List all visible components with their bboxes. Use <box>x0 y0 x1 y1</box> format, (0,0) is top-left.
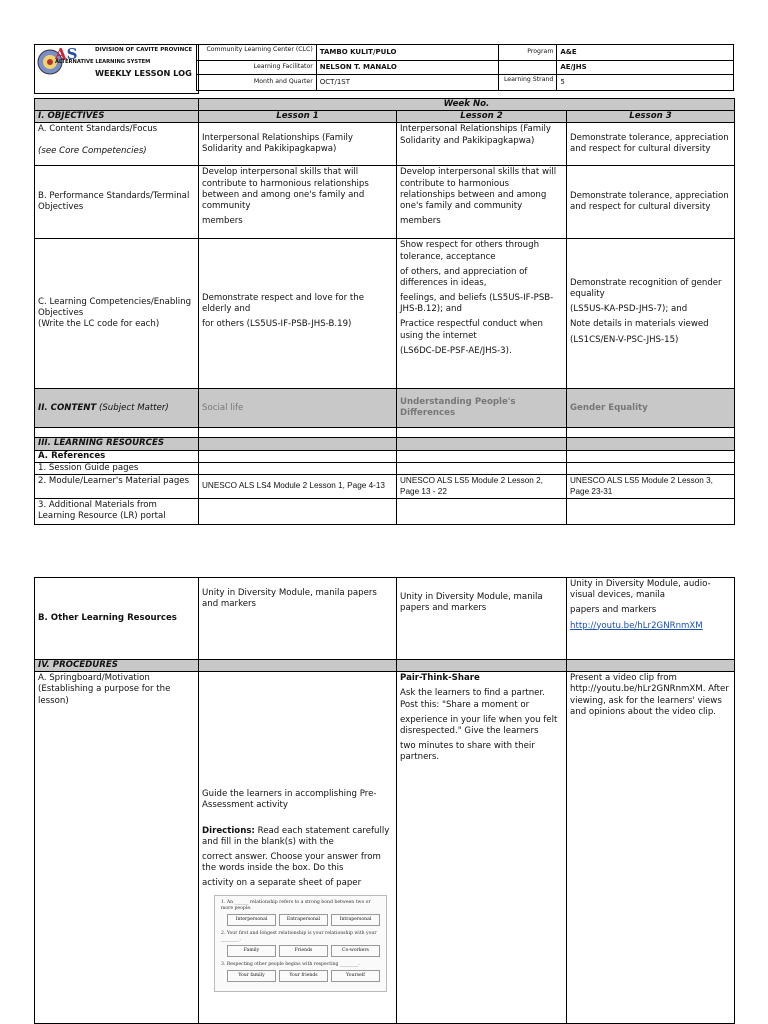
month-value: OCT/1ST <box>316 75 499 91</box>
empty-cell <box>199 499 397 524</box>
empty-cell <box>397 499 567 524</box>
empty-cell <box>397 450 567 462</box>
youtube-link[interactable]: http://youtu.be/hLr2GNRnmXM <box>570 620 703 631</box>
objectives-heading: I. OBJECTIVES <box>35 111 199 123</box>
competencies-l3 <box>567 239 735 389</box>
springboard-l1 <box>199 672 397 1024</box>
cell-text: Guide the learners in accomplishing Pre-Assessment activity <box>202 789 377 811</box>
pair-think-share-title: Pair-Think-Share <box>400 673 480 684</box>
empty-cell <box>499 61 557 75</box>
pre-assessment-image <box>214 895 387 992</box>
empty-cell <box>199 660 397 672</box>
division-name: DIVISION OF CAVITE PROVINCE <box>95 47 193 53</box>
system-name: ALTERNATIVE LEARNING SYSTEM <box>55 59 151 65</box>
week-label: Week No. <box>199 99 735 111</box>
other-resources-l1: Unity in Diversity Module, manila papers and markers <box>199 578 397 660</box>
empty-cell <box>397 428 567 438</box>
empty-cell <box>567 499 735 524</box>
content-l2: Understanding People's Differences <box>397 389 567 428</box>
quiz-option: Interpersonal <box>227 914 276 926</box>
quiz-question-3: 3. Respecting other people begins with respecting ________. <box>221 962 360 968</box>
content-standards-l2: Interpersonal Relationships (Family Solidarity and Pakikipagkapwa) <box>397 123 567 166</box>
content-heading-text: II. CONTENT <box>38 402 97 413</box>
quiz-option: Intrapersonal <box>331 914 380 926</box>
content-standards-l1: Interpersonal Relationships (Family Solidarity and Pakikipagkapwa) <box>199 123 397 166</box>
procedures-table <box>34 577 735 1024</box>
springboard-label: A. Springboard/Motivation (Establishing a purpose for the lesson) <box>35 672 199 1024</box>
cell-text: two minutes to share with their partners. <box>400 741 535 763</box>
empty-cell <box>397 462 567 474</box>
content-heading <box>35 389 199 428</box>
quiz-option: Entrapersonal <box>279 914 328 926</box>
quiz-options-2 <box>227 945 380 957</box>
quiz-option: Friends <box>279 945 328 957</box>
other-resources-l2: Unity in Diversity Module, manila papers and markers <box>397 578 567 660</box>
cell-text: experience in your life when you felt disrespected." Give the learners <box>400 714 558 736</box>
cell-text: (LS5US-KA-PSD-JHS-7); and <box>570 304 688 315</box>
lesson-log-table <box>34 98 735 525</box>
program-value: A&E <box>557 45 734 61</box>
cell-text: Develop interpersonal skills that will contribute to harmonious relationships between and among one's family and community <box>202 167 369 211</box>
level-value: AE/JHS <box>557 61 734 75</box>
content-l1: Social life <box>199 389 397 428</box>
cell-text: Unity in Diversity Module, audio-visual devices, manila <box>570 579 711 601</box>
content-l3: Gender Equality <box>567 389 735 428</box>
content-heading-sub: (Subject Matter) <box>98 402 169 413</box>
empty-cell <box>567 462 735 474</box>
month-label: Month and Quarter <box>197 75 317 91</box>
competencies-label: C. Learning Competencies/Enabling Objectives (Write the LC code for each) <box>35 239 199 389</box>
empty-cell <box>199 428 397 438</box>
module-pages-l1: UNESCO ALS LS4 Module 2 Lesson 1, Page 4-13 <box>199 474 397 498</box>
strand-value: 5 <box>557 75 734 91</box>
empty-cell <box>35 428 199 438</box>
quiz-option: Co-workers <box>331 945 380 957</box>
cell-text: feelings, and beliefs (LS5US-IF-PSB-JHS-B.12); and <box>400 293 554 315</box>
performance-l2 <box>397 166 567 239</box>
directions-text <box>202 826 393 848</box>
cell-text: Demonstrate respect and love for the elderly and <box>202 293 364 315</box>
quiz-option: Family <box>227 945 276 957</box>
content-standards-label <box>35 123 199 166</box>
header-logo-block <box>34 44 199 94</box>
empty-cell <box>567 428 735 438</box>
cell-text: correct answer. Choose your answer from the words inside the box. Do this <box>202 851 381 874</box>
empty-cell <box>397 438 567 450</box>
cell-text: Practice respectful conduct when using the internet <box>400 319 543 341</box>
quiz-question-2: 2. Your first and longest relationship is your relationship with your ________. <box>221 931 377 943</box>
module-pages-label: 2. Module/Learner's Material pages <box>35 474 199 498</box>
cell-text: Ask the learners to find a partner. Post this: "Share a moment or <box>400 688 545 710</box>
empty-cell <box>35 99 199 111</box>
additional-materials-label: 3. Additional Materials from Learning Resource (LR) portal <box>35 499 199 524</box>
other-resources-label: B. Other Learning Resources <box>35 578 199 660</box>
clc-label: Community Learning Center (CLC) <box>197 45 317 61</box>
lesson1-heading: Lesson 1 <box>199 111 397 123</box>
performance-l3: Demonstrate tolerance, appreciation and respect for cultural diversity <box>567 166 735 239</box>
cell-text: Show respect for others through tolerance, acceptance <box>400 240 540 262</box>
cell-text: papers and markers <box>570 605 657 616</box>
lesson3-heading: Lesson 3 <box>567 111 735 123</box>
procedures-heading: IV. PROCEDURES <box>35 660 199 672</box>
facilitator-label: Learning Facilitator <box>197 61 317 75</box>
row-label: A. Content Standards/Focus <box>38 124 158 135</box>
session-guide-label: 1. Session Guide pages <box>35 462 199 474</box>
cell-text: activity on a separate sheet of paper <box>202 878 362 889</box>
empty-cell <box>567 660 735 672</box>
header-info-table <box>196 44 734 91</box>
competencies-l2 <box>397 239 567 389</box>
quiz-options-3 <box>227 970 380 982</box>
quiz-option: Your friends <box>279 970 328 982</box>
program-label: Program <box>499 45 557 61</box>
log-title: WEEKLY LESSON LOG <box>95 68 192 78</box>
cell-text: Note details in materials viewed <box>570 319 709 330</box>
cell-text: members <box>202 216 243 227</box>
quiz-question-1: 1. An ______ relationship refers to a strong bond between two or more people. <box>221 900 371 912</box>
quiz-options-1 <box>227 914 380 926</box>
empty-cell <box>397 660 567 672</box>
empty-cell <box>199 438 397 450</box>
quiz-option: Your family <box>227 970 276 982</box>
cell-text: members <box>400 216 441 227</box>
cell-text: of others, and appreciation of differences in ideas, <box>400 266 528 288</box>
facilitator-value: NELSON T. MANALO <box>316 61 499 75</box>
empty-cell <box>199 450 397 462</box>
resources-heading: III. LEARNING RESOURCES <box>35 438 199 450</box>
cell-text: Demonstrate recognition of gender equality <box>570 277 722 300</box>
competencies-l1 <box>199 239 397 389</box>
cell-text: (LS6DC-DE-PSF-AE/JHS-3). <box>400 345 512 356</box>
references-heading: A. References <box>35 450 199 462</box>
empty-cell <box>567 438 735 450</box>
cell-text: Develop interpersonal skills that will contribute to harmonious relationships between and among one's family and community <box>400 167 557 211</box>
other-resources-l3 <box>567 578 735 660</box>
row-sublabel: (see Core Competencies) <box>38 145 147 156</box>
strand-label: Learning Strand <box>499 75 557 91</box>
performance-label: B. Performance Standards/Terminal Objectives <box>35 166 199 239</box>
directions-rest: Read each statement carefully and fill in the blank(s) with the <box>202 825 390 847</box>
directions-bold: Directions: <box>202 825 255 836</box>
lesson2-heading: Lesson 2 <box>397 111 567 123</box>
cell-text: for others (LS5US-IF-PSB-JHS-B.19) <box>202 319 352 330</box>
clc-value: TAMBO KULIT/PULO <box>316 45 499 61</box>
springboard-l3: Present a video clip from http://youtu.be/hLr2GNRnmXM. After viewing, ask for the learners' views and opinions about the video clip. <box>567 672 735 1024</box>
springboard-l2 <box>397 672 567 1024</box>
performance-l1 <box>199 166 397 239</box>
cell-text: (LS1CS/EN-V-PSC-JHS-15) <box>570 334 679 345</box>
empty-cell <box>199 462 397 474</box>
content-standards-l3: Demonstrate tolerance, appreciation and respect for cultural diversity <box>567 123 735 166</box>
quiz-option: Yourself <box>331 970 380 982</box>
module-pages-l3: UNESCO ALS LS5 Module 2 Lesson 3, Page 23-31 <box>567 474 735 498</box>
empty-cell <box>567 450 735 462</box>
module-pages-l2: UNESCO ALS LS5 Module 2 Lesson 2, Page 13 - 22 <box>397 474 567 498</box>
als-logo-icon: AS <box>55 45 78 63</box>
